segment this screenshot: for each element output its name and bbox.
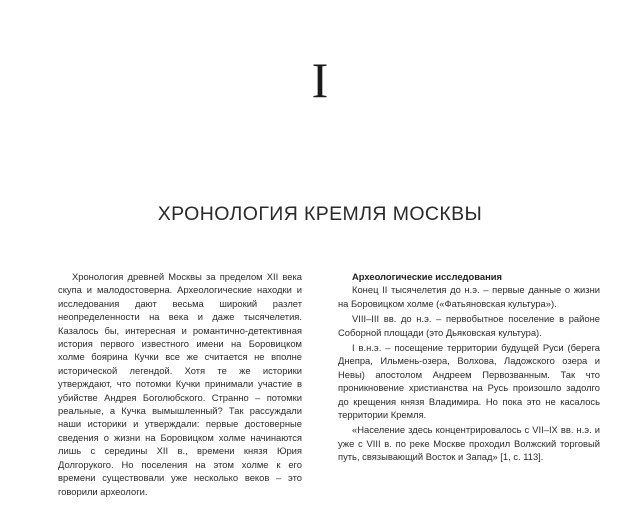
right-paragraph: VIII–III вв. до н.э. – первобытное поселение в районе Соборной площади (это Дьяковская культура). xyxy=(338,313,600,338)
chapter-numeral: I xyxy=(311,52,329,108)
right-paragraph: Конец II тысячелетия до н.э. – первые данные о жизни на Боровицком холме («Фатьяновская культура»). xyxy=(338,284,600,309)
right-column xyxy=(338,270,600,464)
left-paragraph: Хронология древней Москвы за пределом XII века скупа и малодостоверна. Археологические находки и исследования дают весьма широкий разлет неопределенности на века и даже тысячелетия. Казалось бы, интересная и романтично-детективная история первого известного имени на Боровицком холме боярина Кучки все же считается не вполне исторической легендой. Хотя те же историки утверждают, что потомки Кучки принимали участие в убийстве Андрея Боголюбского. Странно – потомки реальные, а Кучка вымышленный? Так рассуждали наши историки и утверждали: первые достоверные сведения о жизни на Боровицком холме начинаются лишь с середины XII в., времени князя Юрия Долгорукого. Но поселения на этом холме к его времени существовали уже несколько веков – это говорили археологи. xyxy=(58,271,302,497)
right-paragraph: «Население здесь концентрировалось с VII–IX вв. н.э. и уже с VIII в. по реке Москве проходил Волжский торговый путь, связывающий Восток и Запад» [1, с. 113]. xyxy=(338,424,600,463)
left-column xyxy=(58,270,302,498)
right-paragraph: I в.н.э. – посещение территории будущей Руси (берега Днепра, Ильмень-озера, Волхова, Ладожского озера и Невы) апостолом Андреем Первозванным. Так что проникновение христианства на Русь произошло задолго до крещения князя Владимира. Но пока это не касалось территории Кремля. xyxy=(338,342,600,421)
section-heading: Археологические исследования xyxy=(352,271,502,282)
chapter-title: ХРОНОЛОГИЯ КРЕМЛЯ МОСКВЫ xyxy=(157,203,483,225)
